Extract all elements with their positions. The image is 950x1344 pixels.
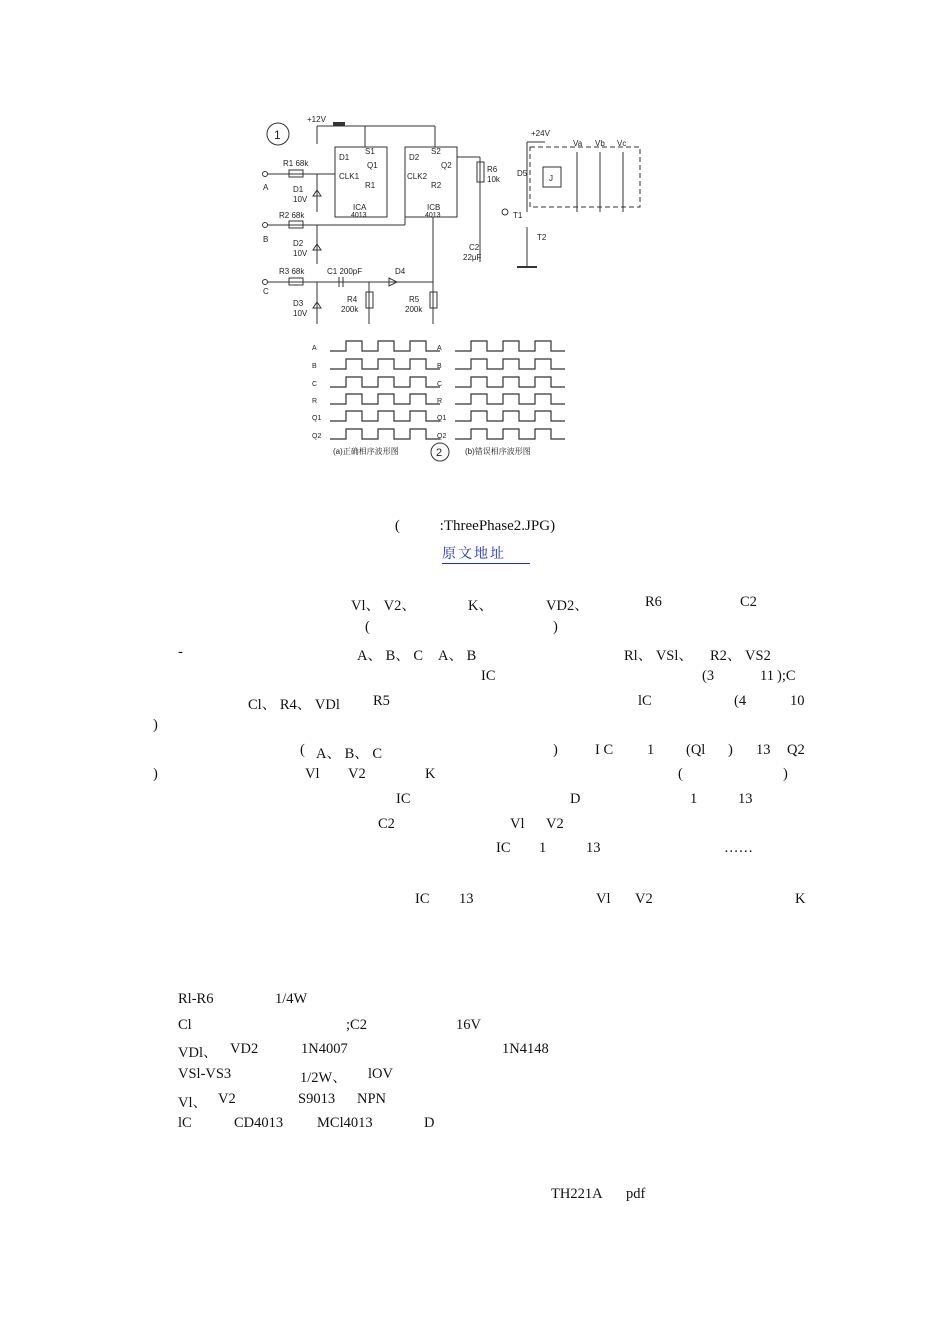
v12-label: +12V <box>307 115 326 124</box>
svg-text:10V: 10V <box>293 309 308 318</box>
text-segment: K <box>795 891 806 907</box>
wave-label: Q2 <box>437 433 447 440</box>
input-a-label: A <box>263 183 269 192</box>
svg-text:R5: R5 <box>409 295 420 304</box>
text-segment: 11 <box>760 668 774 684</box>
text-segment: IC <box>415 891 430 907</box>
t2-label: T2 <box>537 233 547 242</box>
text-segment: I C <box>595 742 614 758</box>
text-segment: …… <box>724 840 753 856</box>
text-segment: VDl、 <box>178 1045 218 1061</box>
svg-text:200k: 200k <box>341 305 359 314</box>
source-link[interactable]: 原文地址 <box>442 543 530 564</box>
svg-text:Vb: Vb <box>595 139 605 148</box>
text-segment: V2 <box>546 816 564 832</box>
text-segment: Q2 <box>787 742 805 758</box>
waveform <box>330 341 440 351</box>
image-caption: ( :ThreePhase2.JPG) <box>394 518 556 534</box>
wave-label: A <box>312 345 317 352</box>
waveform <box>330 411 440 421</box>
text-segment: IC <box>496 840 511 856</box>
waveform <box>330 359 440 369</box>
input-b-label: B <box>263 235 269 244</box>
svg-text:CLK1: CLK1 <box>339 172 360 181</box>
svg-text:CLK2: CLK2 <box>407 172 428 181</box>
svg-text:S1: S1 <box>365 147 375 156</box>
text-segment: V2 <box>218 1091 236 1107</box>
text-segment: D <box>424 1115 435 1131</box>
wave-label: R <box>312 398 318 405</box>
svg-text:R4: R4 <box>347 295 358 304</box>
svg-text:Va: Va <box>573 139 583 148</box>
waveform <box>455 377 565 387</box>
text-segment: MCl4013 <box>317 1115 373 1131</box>
text-segment: Vl <box>596 891 611 907</box>
text-segment: (3 <box>702 668 715 684</box>
v24-label: +24V <box>531 129 550 138</box>
waveform <box>330 377 443 388</box>
text-segment: ) <box>153 717 158 733</box>
svg-text:200k: 200k <box>405 305 423 314</box>
text-segment: V2 <box>635 891 653 907</box>
text-segment: lC <box>178 1115 192 1131</box>
text-segment: Vl <box>305 766 320 782</box>
text-segment: ) <box>553 619 558 635</box>
text-segment: ( <box>300 742 305 758</box>
waveform <box>330 394 443 405</box>
caption-a: (a)正确相序波形图 <box>333 447 399 456</box>
text-segment: 1/2W、 <box>300 1070 347 1086</box>
text-segment: 1/4W <box>275 991 308 1007</box>
text-segment: 1 <box>539 840 547 856</box>
text-segment: NPN <box>357 1091 387 1107</box>
wave-label: B <box>437 363 442 370</box>
wave-label: C <box>312 381 318 388</box>
svg-text:Q2: Q2 <box>441 161 452 170</box>
d5-label: D5 <box>517 169 528 178</box>
text-segment: 1N4007 <box>301 1041 348 1057</box>
text-segment: Vl、 V2、 <box>351 598 416 614</box>
text-segment: Cl <box>178 1017 192 1033</box>
text-segment: lC <box>638 693 652 709</box>
text-segment: (Ql <box>686 742 706 758</box>
text-segment: A、 B、 C <box>357 648 424 664</box>
text-segment: A、 B <box>438 648 477 664</box>
c2-label: C2 <box>469 243 480 252</box>
r1-label: R1 68k <box>283 159 309 168</box>
r6-label: R6 <box>487 165 498 174</box>
text-segment: 1 <box>690 791 698 807</box>
t1-label: T1 <box>513 211 523 220</box>
icb-label: ICB <box>427 203 441 212</box>
wave-label: C <box>437 381 443 388</box>
figure-2-label: 2 <box>436 447 443 459</box>
svg-text:D1: D1 <box>293 185 304 194</box>
text-segment: - <box>178 644 183 660</box>
svg-text:R2: R2 <box>431 181 442 190</box>
text-segment: VSl-VS3 <box>178 1066 232 1082</box>
wave-label: Q2 <box>312 433 322 440</box>
waveform <box>455 359 565 369</box>
wave-label: R <box>437 398 443 405</box>
svg-text:Vc: Vc <box>617 139 627 148</box>
svg-text:10V: 10V <box>293 249 308 258</box>
filename: :ThreePhase2.JPG) <box>439 518 556 534</box>
text-segment: K <box>425 766 436 782</box>
figure-1-label: 1 <box>274 128 281 142</box>
waveform <box>330 429 440 439</box>
text-segment: Vl、 <box>178 1095 207 1111</box>
ica-label: ICA <box>353 203 367 212</box>
text-segment: 13 <box>756 742 771 758</box>
svg-text:D2: D2 <box>293 239 304 248</box>
text-segment: C2 <box>740 594 757 610</box>
svg-text:D1: D1 <box>339 153 350 162</box>
text-segment: D <box>570 791 581 807</box>
caption-b: (b)错误相序波形图 <box>465 447 531 456</box>
text-segment: K、 <box>468 598 493 614</box>
footer-text: TH221A pdf <box>551 1186 646 1202</box>
wave-label: Q1 <box>312 415 322 422</box>
text-segment: ) <box>783 766 788 782</box>
text-segment: S9013 <box>298 1091 336 1107</box>
svg-text:D3: D3 <box>293 299 304 308</box>
svg-text:R1: R1 <box>365 181 376 190</box>
text-segment: C2 <box>378 816 395 832</box>
text-segment: R6 <box>645 594 662 610</box>
text-segment: IC <box>481 668 496 684</box>
text-segment: 1N4148 <box>502 1041 549 1057</box>
text-segment: );C <box>777 668 796 684</box>
text-segment: Rl-R6 <box>178 991 214 1007</box>
r2-label: R2 68k <box>279 211 305 220</box>
text-segment: V2 <box>348 766 366 782</box>
text-segment: ) <box>153 766 158 782</box>
text-segment: (4 <box>734 693 747 709</box>
text-segment: Vl <box>510 816 525 832</box>
text-segment: Rl、 VSl、 <box>624 648 693 664</box>
input-c-label: C <box>263 287 269 296</box>
text-segment: ;C2 <box>346 1017 367 1033</box>
text-segment: VD2、 <box>546 598 589 614</box>
text-segment: VD2 <box>230 1041 259 1057</box>
text-segment: ( <box>678 766 683 782</box>
text-segment: 13 <box>459 891 474 907</box>
svg-text:Q1: Q1 <box>367 161 378 170</box>
waveform <box>455 341 565 351</box>
text-segment: 1 <box>647 742 655 758</box>
text-segment: ) <box>728 742 733 758</box>
svg-text:10k: 10k <box>487 175 500 184</box>
text-segment: ) <box>553 742 558 758</box>
svg-text:D2: D2 <box>409 153 420 162</box>
wave-label: B <box>312 363 317 370</box>
waveform <box>455 411 565 421</box>
text-segment: IC <box>396 791 411 807</box>
text-segment: CD4013 <box>234 1115 284 1131</box>
d4-label: D4 <box>395 267 406 276</box>
text-segment: lOV <box>368 1066 393 1082</box>
text-segment: A、 B、 C <box>316 746 383 762</box>
relay-j-label: J <box>549 174 553 183</box>
wave-label: Q1 <box>437 415 447 422</box>
text-segment: 16V <box>456 1017 481 1033</box>
text-segment: 13 <box>738 791 753 807</box>
text-segment: 10 <box>790 693 805 709</box>
text-segment: 13 <box>586 840 601 856</box>
svg-text:S2: S2 <box>431 147 441 156</box>
svg-text:4013: 4013 <box>351 212 367 219</box>
c1-label: C1 200pF <box>327 267 363 276</box>
text-segment: R5 <box>373 693 390 709</box>
svg-text:10V: 10V <box>293 195 308 204</box>
text-segment: R2、 VS2 <box>710 648 771 664</box>
text-segment: Cl、 R4、 VDl <box>248 697 340 713</box>
r3-label: R3 68k <box>279 267 305 276</box>
circuit-figure <box>255 112 655 467</box>
waveform <box>455 429 565 439</box>
text-segment: ( <box>365 619 370 635</box>
waveform <box>455 394 565 404</box>
svg-text:4013: 4013 <box>425 212 441 219</box>
svg-text:22μF: 22μF <box>463 253 482 262</box>
wave-label: A <box>437 345 442 352</box>
